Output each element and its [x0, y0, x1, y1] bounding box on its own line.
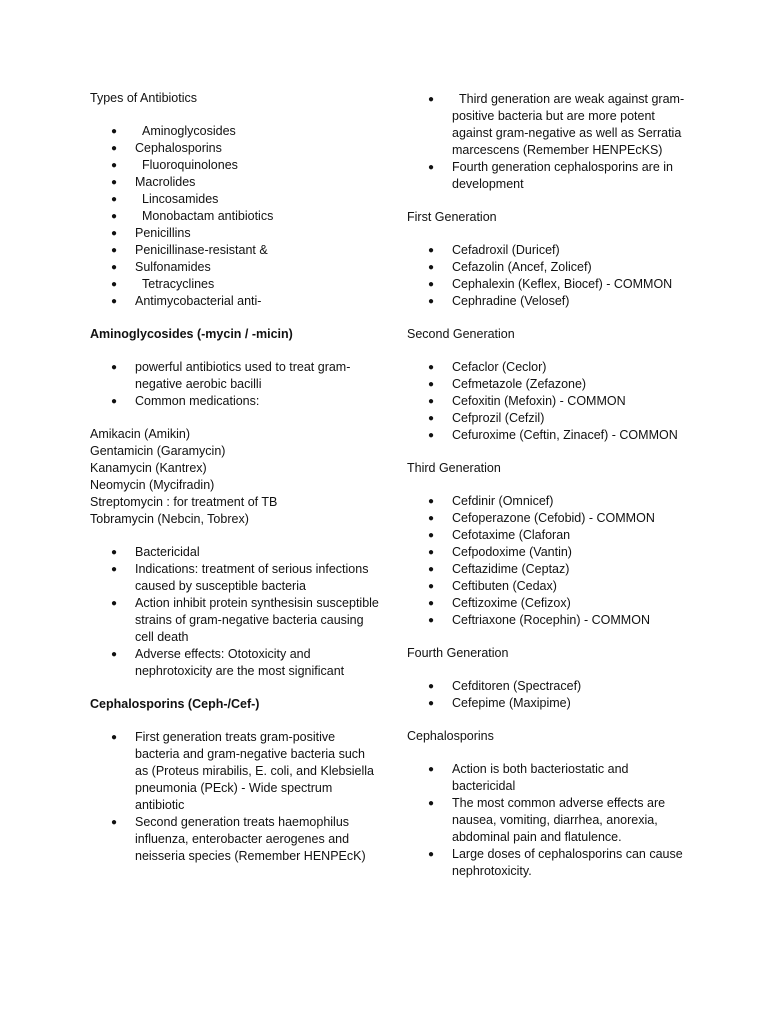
list-item: ● Monobactam antibiotics: [90, 208, 380, 225]
list-item: ● Cefazolin (Ancef, Zolicef): [407, 259, 692, 276]
list-item: ● Cephalexin (Keflex, Biocef) - COMMON: [407, 276, 692, 293]
cephalosporins-generations-list: [90, 729, 380, 865]
list-item: ● Ceftibuten (Cedax): [407, 578, 692, 595]
list-item: ● Tetracyclines: [90, 276, 380, 293]
list-item: ● Sulfonamides: [90, 259, 380, 276]
list-item: ● Cephalosporins: [90, 140, 380, 157]
list-item: ● Cephradine (Velosef): [407, 293, 692, 310]
list-item: ● Ceftriaxone (Rocephin) - COMMON: [407, 612, 692, 629]
third-generation-list: [407, 493, 692, 629]
list-item: ● Cefaclor (Ceclor): [407, 359, 692, 376]
medication-line: Streptomycin : for treatment of TB: [90, 495, 278, 509]
left-column: [90, 90, 380, 881]
aminoglycosides-medications: [90, 426, 380, 528]
list-item: ● Large doses of cephalosporins can cause nephrotoxicity.: [407, 846, 692, 880]
list-item: ● Ceftazidime (Ceptaz): [407, 561, 692, 578]
list-item: ● Ceftizoxime (Cefizox): [407, 595, 692, 612]
second-generation-list: [407, 359, 692, 444]
list-item: ● Third generation are weak against gram-positive bacteria but are more potent against gram-negative as well as Serratia marcescens (Remember HENPEcKS): [407, 91, 692, 159]
list-item: ● Cefepime (Maxipime): [407, 695, 692, 712]
list-item: ● Penicillins: [90, 225, 380, 242]
list-item: ● Action inhibit protein synthesisin susceptible strains of gram-negative bacteria causing cell death: [90, 595, 380, 646]
cephalosporins-summary-heading: Cephalosporins: [407, 729, 494, 743]
list-item: ● Action is both bacteriostatic and bactericidal: [407, 761, 692, 795]
types-list: [90, 123, 380, 310]
list-item: ● Cefoxitin (Mefoxin) - COMMON: [407, 393, 692, 410]
fourth-generation-list: [407, 678, 692, 712]
medication-line: Tobramycin (Nebcin, Tobrex): [90, 512, 249, 526]
first-generation-heading: First Generation: [407, 210, 497, 224]
list-item: ● Cefprozil (Cefzil): [407, 410, 692, 427]
list-item: ● First generation treats gram-positive bacteria and gram-negative bacteria such as (Proteus mirabilis, E. coli, and Klebsiella pneumonia (PEck) - Wide spectrum antibiotic: [90, 729, 380, 814]
medication-line: Gentamicin (Garamycin): [90, 444, 226, 458]
list-item: ● Lincosamides: [90, 191, 380, 208]
list-item: ● Cefuroxime (Ceftin, Zinacef) - COMMON: [407, 427, 692, 444]
list-item: ● Macrolides: [90, 174, 380, 191]
list-item: ● Common medications:: [90, 393, 380, 410]
medication-line: Neomycin (Mycifradin): [90, 478, 215, 492]
aminoglycosides-intro-list: [90, 359, 380, 410]
list-item: ● Cefotaxime (Claforan: [407, 527, 692, 544]
aminoglycosides-heading: Aminoglycosides (-mycin / -micin): [90, 327, 293, 341]
cephalosporins-heading: Cephalosporins (Ceph-/Cef-): [90, 697, 260, 711]
list-item: ● Penicillinase-resistant &: [90, 242, 380, 259]
types-title: Types of Antibiotics: [90, 91, 198, 105]
medication-line: Amikacin (Amikin): [90, 427, 191, 441]
list-item: ● powerful antibiotics used to treat gram-negative aerobic bacilli: [90, 359, 380, 393]
list-item: ● Cefdinir (Omnicef): [407, 493, 692, 510]
list-item: ● Cefmetazole (Zefazone): [407, 376, 692, 393]
fourth-generation-heading: Fourth Generation: [407, 646, 509, 660]
cephalosporins-summary-list: [407, 761, 692, 880]
list-item: ● Cefadroxil (Duricef): [407, 242, 692, 259]
list-item: ● Fluoroquinolones: [90, 157, 380, 174]
generations-continued-list: [407, 91, 692, 193]
list-item: ● Cefditoren (Spectracef): [407, 678, 692, 695]
list-item: ● Aminoglycosides: [90, 123, 380, 140]
third-generation-heading: Third Generation: [407, 461, 501, 475]
list-item: ● Second generation treats haemophilus influenza, enterobacter aerogenes and neisseria species (Remember HENPEcK): [90, 814, 380, 865]
list-item: ● Indications: treatment of serious infections caused by susceptible bacteria: [90, 561, 380, 595]
list-item: ● Bactericidal: [90, 544, 380, 561]
list-item: ● Adverse effects: Ototoxicity and nephrotoxicity are the most significant: [90, 646, 380, 680]
list-item: ● Antimycobacterial anti-: [90, 293, 380, 310]
list-item: ● Cefoperazone (Cefobid) - COMMON: [407, 510, 692, 527]
first-generation-list: [407, 242, 692, 310]
medication-line: Kanamycin (Kantrex): [90, 461, 207, 475]
right-column: [407, 91, 692, 896]
list-item: ● The most common adverse effects are nausea, vomiting, diarrhea, anorexia, abdominal pain and flatulence.: [407, 795, 692, 846]
list-item: ● Cefpodoxime (Vantin): [407, 544, 692, 561]
list-item: ● Fourth generation cephalosporins are in development: [407, 159, 692, 193]
aminoglycosides-details-list: [90, 544, 380, 680]
second-generation-heading: Second Generation: [407, 327, 515, 341]
